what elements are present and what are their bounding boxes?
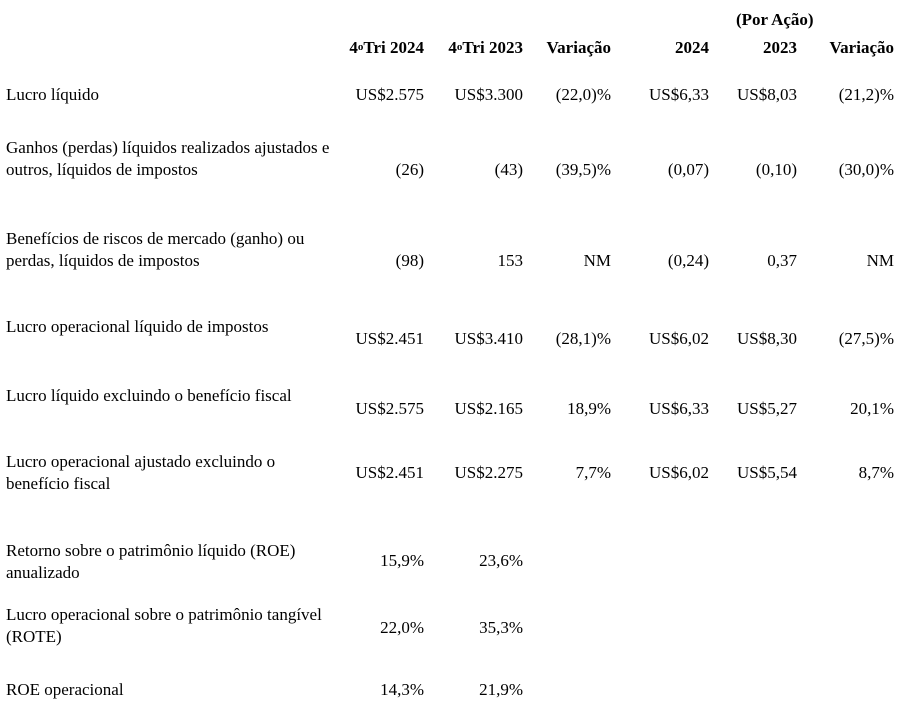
cell-change: 18,9% [567,399,611,418]
cell-q4-2024: 15,9% [380,551,424,570]
cell-change: (39,5)% [555,160,611,179]
cell-change: (28,1)% [555,329,611,348]
cell-change: (22,0)% [555,85,611,104]
header-q4-2024: 4$^o$Tri 2024 [349,38,424,57]
cell-ps-2024: (0,24) [667,251,709,270]
header-2023: 2023 [763,38,797,57]
cell-ps-2023: US$5,27 [737,399,797,418]
cell-q4-2024: US$2.451 [355,329,424,348]
header-change-per-share: Variação [829,38,894,57]
cell-q4-2024: (98) [395,251,424,270]
cell-q4-2023: US$2.165 [454,399,523,418]
cell-ps-2024: (0,07) [667,160,709,179]
cell-ps-change: 20,1% [850,399,894,418]
cell-ps-change: NM [866,251,894,270]
cell-ps-2024: US$6,33 [649,399,709,418]
cell-q4-2024: (26) [395,160,424,179]
cell-q4-2023: 153 [497,251,523,270]
row-label: Lucro operacional líquido de impostos [6,317,269,336]
header-change: Variação [546,38,611,57]
cell-ps-2023: 0,37 [767,251,797,270]
cell-ps-2023: (0,10) [755,160,797,179]
row-label: Ganhos (perdas) líquidos realizados ajustados e outros, líquidos de impostos [6,138,330,179]
ratio-label: Retorno sobre o patrimônio líquido (ROE) anualizado [6,541,296,582]
cell-q4-2023: US$2.275 [454,463,523,482]
cell-ps-2024: US$6,02 [649,329,709,348]
row-label: Lucro líquido excluindo o benefício fiscal [6,386,292,405]
header-2024: 2024 [675,38,709,57]
cell-q4-2024: US$2.451 [355,463,424,482]
cell-change: NM [583,251,611,270]
cell-q4-2024: 14,3% [380,680,424,699]
cell-ps-2023: US$5,54 [737,463,797,482]
cell-q4-2024: 22,0% [380,618,424,637]
cell-ps-2023: US$8,03 [737,85,797,104]
cell-change: 7,7% [575,463,611,482]
cell-ps-2023: US$8,30 [737,329,797,348]
row-label: Lucro líquido [6,85,100,104]
cell-q4-2023: 35,3% [479,618,523,637]
cell-ps-2024: US$6,02 [649,463,709,482]
cell-ps-2024: US$6,33 [649,85,709,104]
cell-q4-2024: US$2.575 [355,399,424,418]
header-q4-2023: 4$^o$Tri 2023 [448,38,523,57]
cell-q4-2023: US$3.410 [454,329,523,348]
cell-ps-change: (21,2)% [838,85,894,104]
cell-ps-change: (27,5)% [838,329,894,348]
cell-q4-2023: (43) [494,160,523,179]
row-label: Lucro operacional ajustado excluindo o benefício fiscal [6,452,276,493]
row-label: Benefícios de riscos de mercado (ganho) ou perdas, líquidos de impostos [6,229,305,270]
cell-q4-2024: US$2.575 [355,85,424,104]
ratio-label: Lucro operacional sobre o patrimônio tangível (ROTE) [6,605,322,646]
ratio-label: ROE operacional [6,680,124,699]
cell-q4-2023: 21,9% [479,680,523,699]
per-share-label: (Por Ação) [736,10,814,29]
cell-ps-change: (30,0)% [838,160,894,179]
cell-ps-change: 8,7% [858,463,894,482]
cell-q4-2023: US$3.300 [454,85,523,104]
cell-q4-2023: 23,6% [479,551,523,570]
